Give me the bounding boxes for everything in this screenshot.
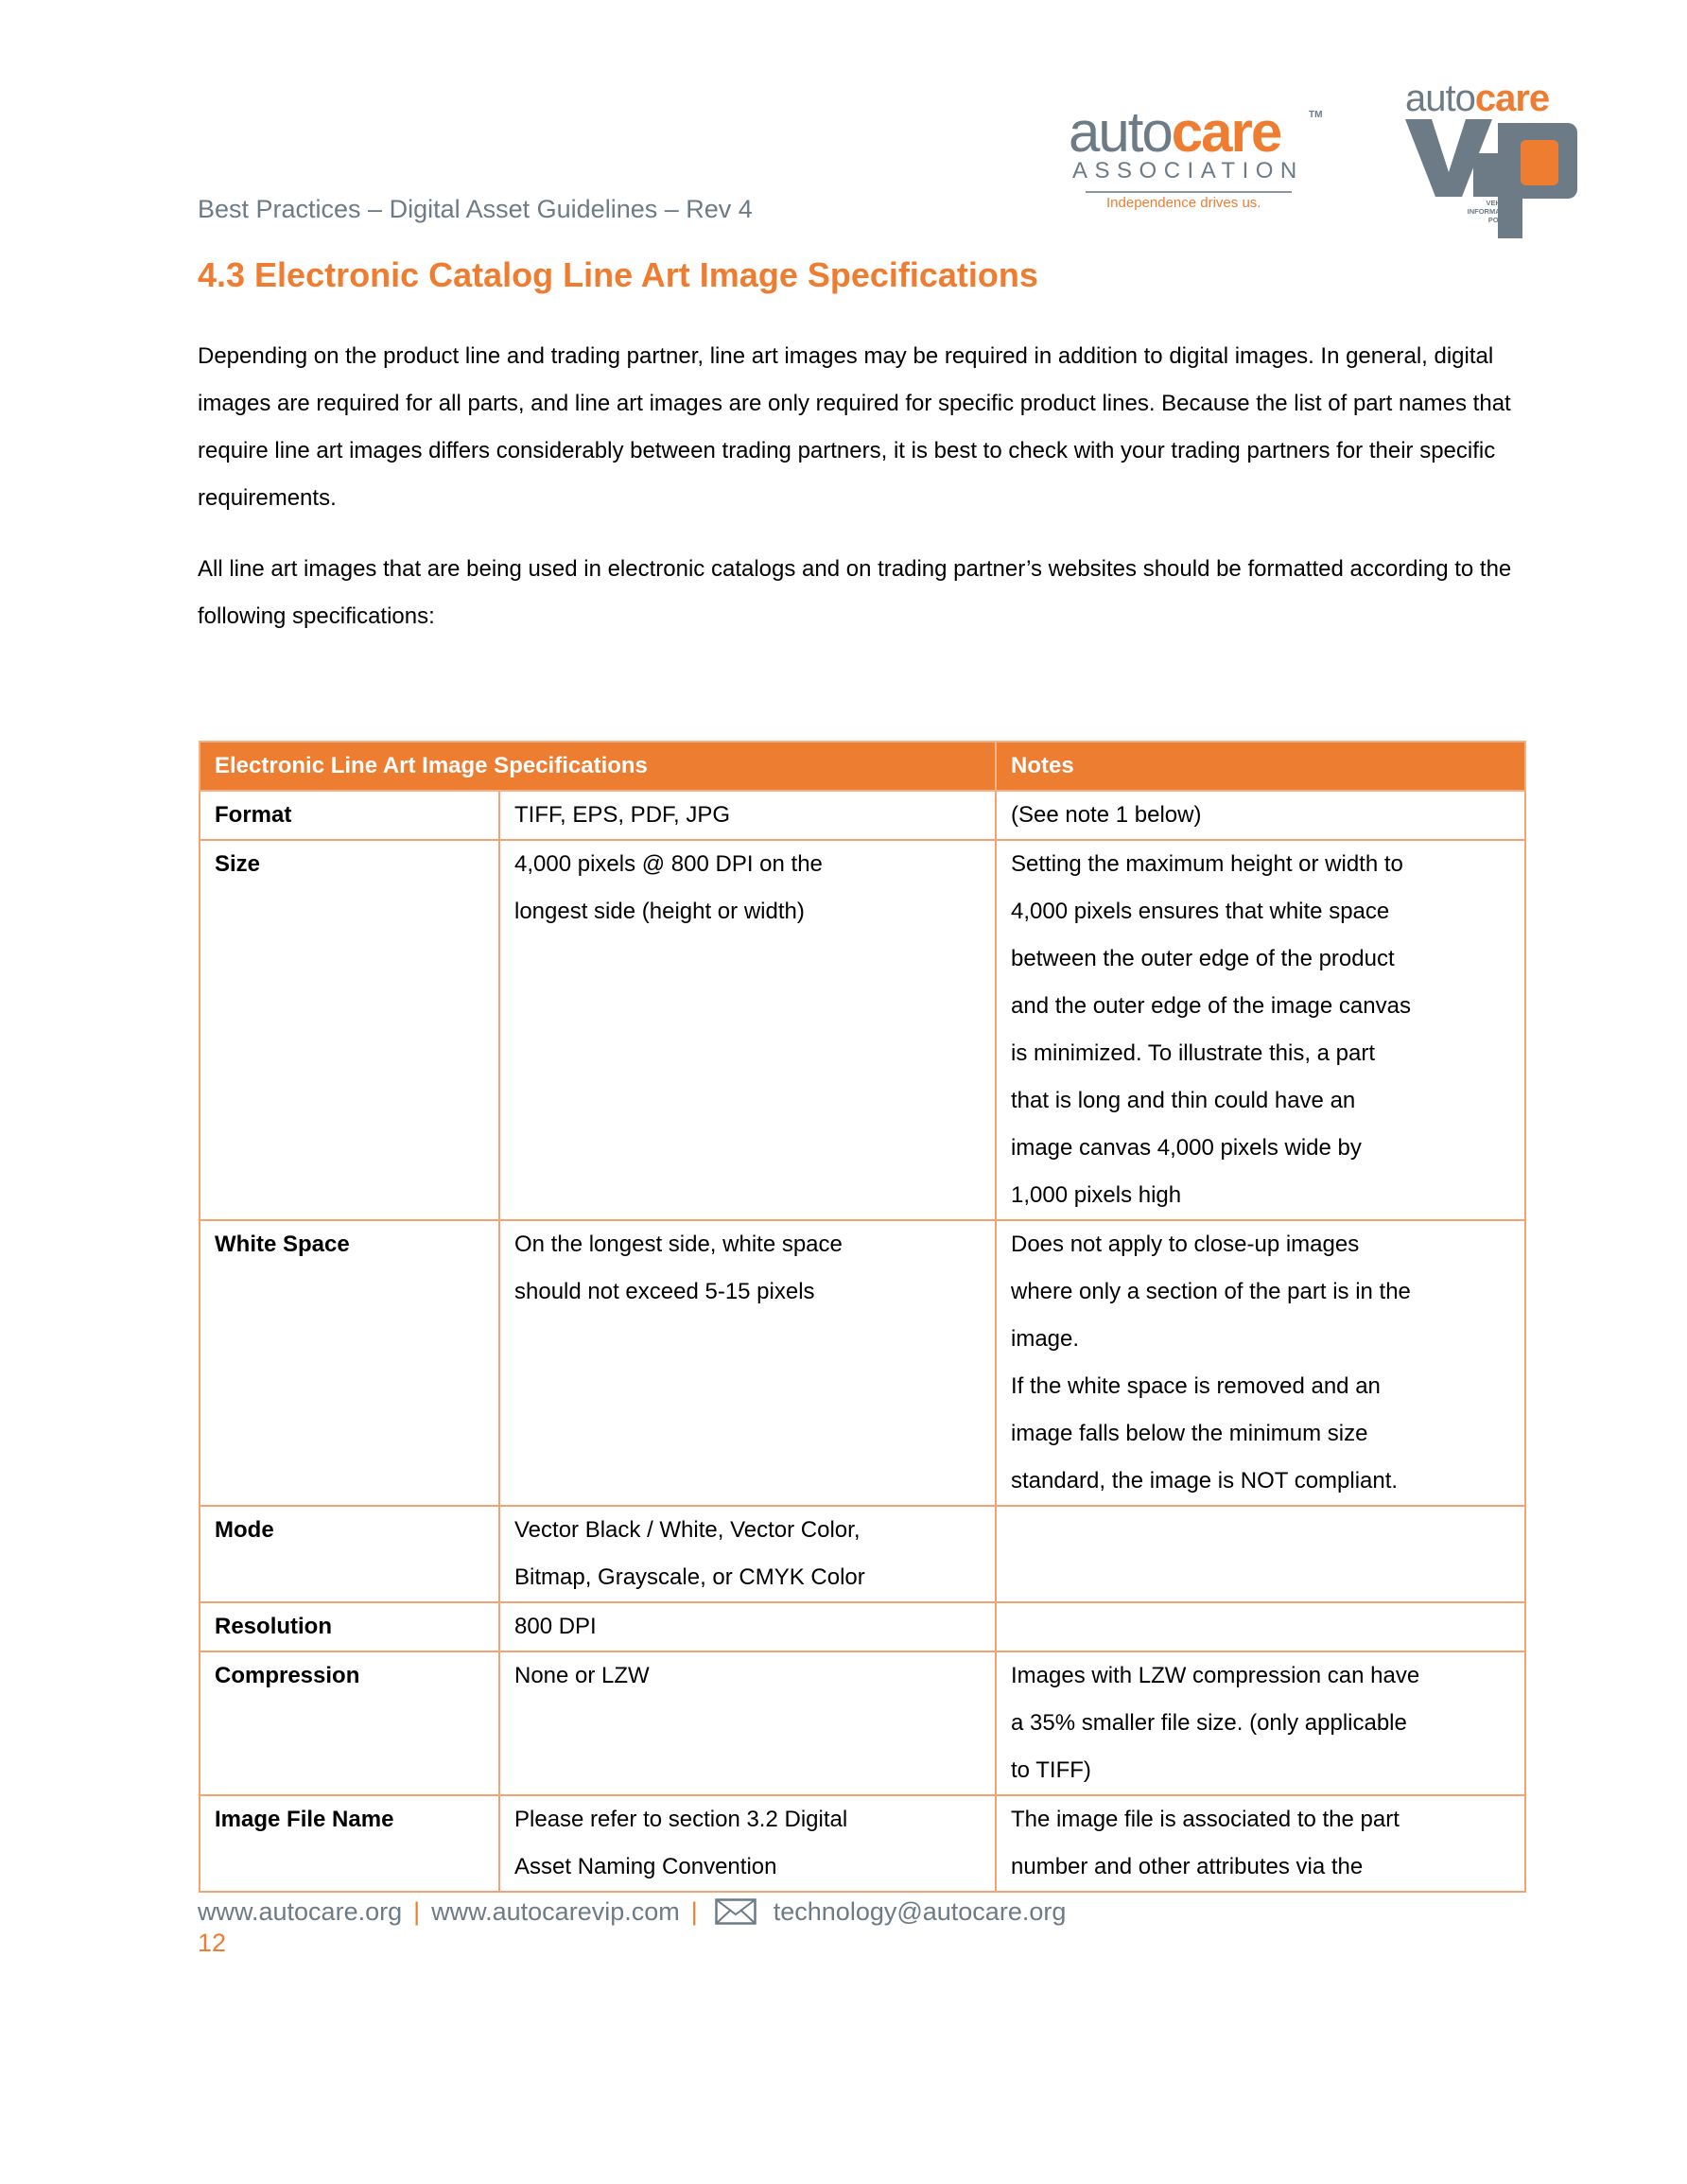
spec-notes-line: Images with LZW compression can have	[1011, 1663, 1420, 1688]
spec-value	[499, 1602, 996, 1651]
vip-logo-wordmark: autocare	[1405, 78, 1550, 119]
spec-label: White Space	[200, 1220, 499, 1506]
spec-value-line: Asset Naming Convention	[514, 1854, 777, 1879]
line-art-spec-table	[199, 741, 1526, 1893]
spec-notes-line: image falls below the minimum size	[1011, 1421, 1368, 1446]
spec-value-line: should not exceed 5-15 pixels	[514, 1279, 815, 1304]
table-header-row	[200, 742, 1525, 791]
spec-label: Format	[200, 791, 499, 840]
spec-value-line: Vector Black / White, Vector Color,	[514, 1517, 861, 1543]
spec-value-line: Please refer to section 3.2 Digital	[514, 1807, 848, 1832]
logo-divider	[1086, 191, 1292, 193]
table-row	[200, 791, 1525, 840]
table-row	[200, 1795, 1525, 1892]
table-row	[200, 1220, 1525, 1506]
spec-intro-paragraph: All line art images that are being used in electronic catalogs and on trading partner’s websites should be formatted according to the following specifications:	[198, 556, 1512, 629]
table-row	[200, 1602, 1525, 1651]
spec-notes-line: between the outer edge of the product	[1011, 946, 1395, 971]
spec-notes-line: standard, the image is NOT compliant.	[1011, 1468, 1399, 1494]
logo-wordmark: autocare	[1069, 100, 1281, 164]
footer-link-autocarevip[interactable]: www.autocarevip.com	[431, 1897, 680, 1926]
header-notes: Notes	[996, 742, 1525, 791]
autocare-association-logo	[1069, 100, 1333, 211]
table-row	[200, 840, 1525, 1220]
spec-label: Image File Name	[200, 1795, 499, 1892]
spec-notes	[996, 1506, 1525, 1602]
table-body	[200, 791, 1525, 1892]
spec-notes-line: 4,000 pixels ensures that white space	[1011, 899, 1390, 924]
logo-subtitle: ASSOCIATION	[1072, 158, 1304, 183]
spec-label: Mode	[200, 1506, 499, 1602]
page-number: 12	[198, 1929, 227, 1957]
spec-notes-line: image.	[1011, 1326, 1080, 1352]
spec-notes	[996, 791, 1525, 840]
spec-label: Size	[200, 840, 499, 1220]
trademark-mark: TM	[1309, 110, 1323, 120]
spec-notes-line: (See note 1 below)	[1011, 802, 1202, 828]
spec-value-line: Bitmap, Grayscale, or CMYK Color	[514, 1564, 865, 1590]
table-row	[200, 1506, 1525, 1602]
footer-link-autocare[interactable]: www.autocare.org	[198, 1897, 403, 1926]
envelope-icon	[715, 1898, 757, 1925]
spec-notes-line: The image file is associated to the part	[1011, 1807, 1400, 1832]
spec-notes-line: a 35% smaller file size. (only applicable	[1011, 1710, 1407, 1736]
spec-notes-line: number and other attributes via the	[1011, 1854, 1364, 1879]
spec-notes	[996, 1795, 1525, 1892]
spec-label: Compression	[200, 1651, 499, 1795]
spec-value	[499, 791, 996, 840]
footer-separator: |	[690, 1897, 698, 1926]
vip-portal-caption: VEHICLE INFORMATION PORTAL	[1467, 199, 1517, 224]
spec-notes	[996, 1651, 1525, 1795]
spec-label: Resolution	[200, 1602, 499, 1651]
spec-value-line: On the longest side, white space	[514, 1232, 843, 1257]
spec-notes-line: and the outer edge of the image canvas	[1011, 993, 1411, 1019]
spec-notes	[996, 1220, 1525, 1506]
spec-notes	[996, 840, 1525, 1220]
spec-notes-line: 1,000 pixels high	[1011, 1182, 1182, 1208]
table-row	[200, 1651, 1525, 1795]
page-footer	[198, 1896, 1066, 1928]
spec-value	[499, 1795, 996, 1892]
spec-notes-line: Does not apply to close-up images	[1011, 1232, 1360, 1257]
spec-notes-line: where only a section of the part is in the	[1011, 1279, 1411, 1304]
spec-value	[499, 1651, 996, 1795]
spec-value	[499, 840, 996, 1220]
autocare-vip-logo	[1405, 79, 1594, 240]
spec-notes-line: to TIFF)	[1011, 1757, 1091, 1783]
spec-value	[499, 1506, 996, 1602]
section-heading: 4.3 Electronic Catalog Line Art Image Specifications	[198, 255, 1038, 294]
spec-value	[499, 1220, 996, 1506]
spec-value-line: None or LZW	[514, 1663, 650, 1688]
spec-notes-line: that is long and thin could have an	[1011, 1088, 1356, 1113]
spec-value-line: 4,000 pixels @ 800 DPI on the	[514, 851, 823, 877]
footer-email-link[interactable]: technology@autocare.org	[773, 1897, 1067, 1926]
spec-value-line: longest side (height or width)	[514, 899, 805, 924]
spec-notes-line: Setting the maximum height or width to	[1011, 851, 1403, 877]
spec-notes-line: is minimized. To illustrate this, a part	[1011, 1040, 1376, 1066]
spec-notes	[996, 1602, 1525, 1651]
spec-value-line: TIFF, EPS, PDF, JPG	[514, 802, 731, 828]
spec-notes-line: If the white space is removed and an	[1011, 1373, 1381, 1399]
header-spec: Electronic Line Art Image Specifications	[200, 742, 996, 791]
document-subtitle: Best Practices – Digital Asset Guidelines – Rev 4	[198, 195, 753, 223]
spec-notes-line: image canvas 4,000 pixels wide by	[1011, 1135, 1362, 1161]
spec-value-line: 800 DPI	[514, 1614, 597, 1639]
footer-separator: |	[413, 1897, 421, 1926]
intro-paragraph: Depending on the product line and trading partner, line art images may be required in addition to digital images. In general, digital images are required for all parts, and line art images are only required for specific product lines. Because the list of part names that require line art images differs considerably between trading partners, it is best to check with your trading partners for their specific requirements.	[198, 343, 1511, 511]
logo-tagline: Independence drives us.	[1106, 195, 1261, 211]
